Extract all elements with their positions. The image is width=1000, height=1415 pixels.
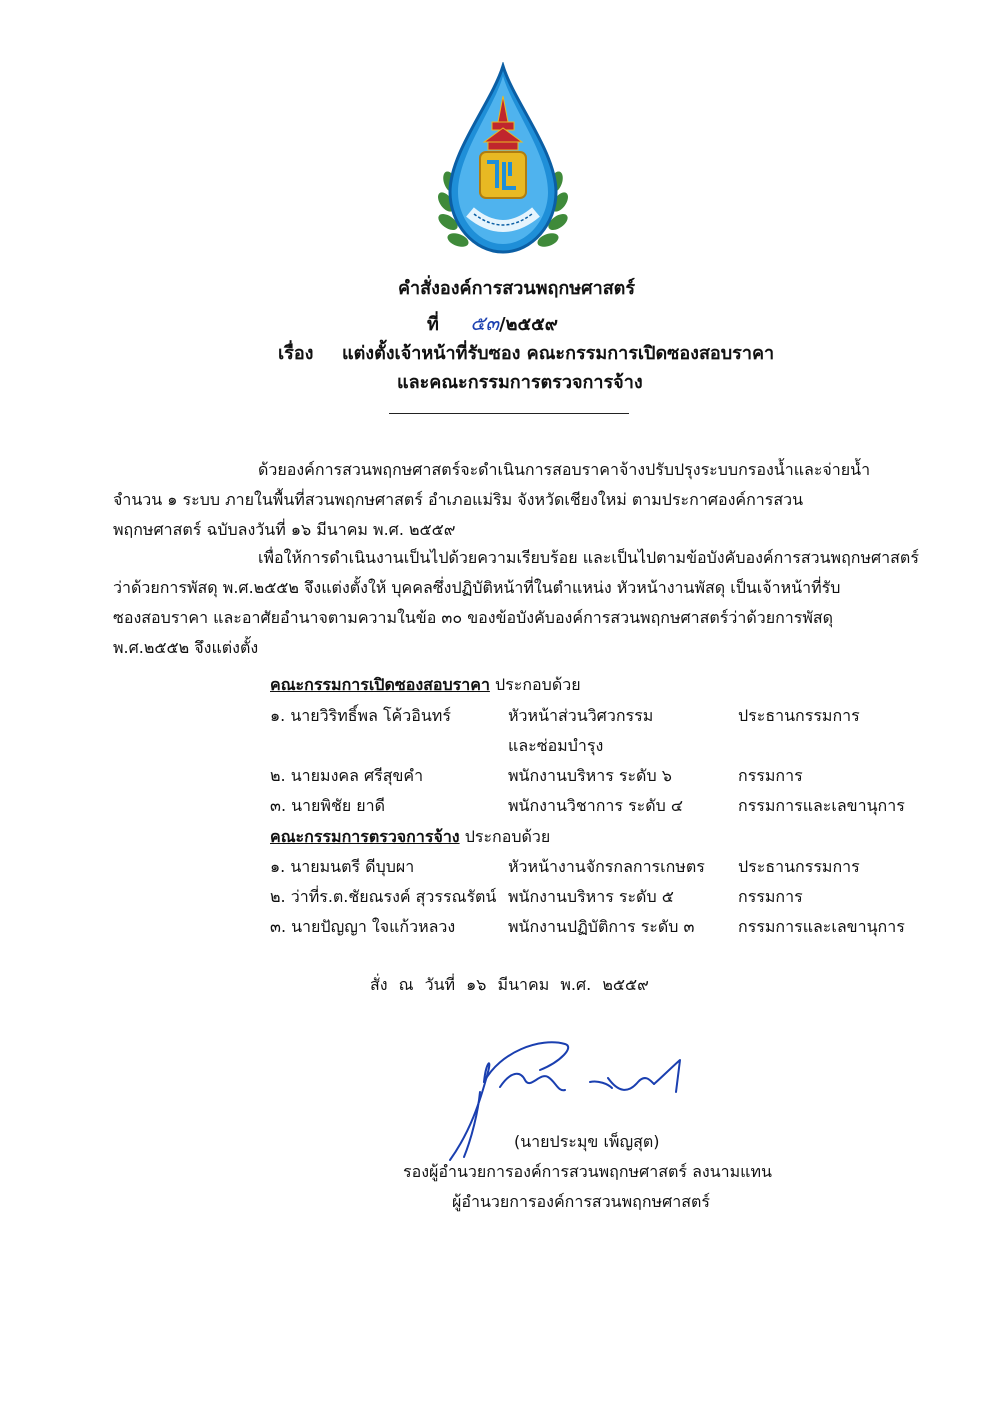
member-name: ๓. นายพิชัย ยาดี [270,796,386,815]
member-role: กรรมการและเลขานุการ [738,796,905,815]
paragraph-line: จำนวน ๑ ระบบ ภายในพื้นที่สวนพฤกษศาสตร์ อำเภอแม่ริม จังหวัดเชียงใหม่ ตามประกาศองค์การสวน [113,490,804,509]
document-title: คำสั่งองค์การสวนพฤกษศาสตร์ [398,278,636,299]
paragraph-2 [113,543,923,663]
committee-suffix: ประกอบด้วย [464,827,551,846]
signatory-name: (นายประมุข เพ็ญสุต) [514,1132,660,1151]
member-position-cont: และซ่อมบำรุง [508,736,604,755]
paragraph-line: พ.ศ.๒๕๕๒ จึงแต่งตั้ง [113,638,259,657]
paragraph-line: ว่าด้วยการพัสดุ พ.ศ.๒๕๕๒ จึงแต่งตั้งให้ บุคคลซึ่งปฏิบัติหน้าที่ในตำแหน่ง หัวหน้างานพัสดุ เป็นเจ้าหน้าที่รับ [113,578,841,597]
member-name: ๒. ว่าที่ร.ต.ชัยณรงค์ สุวรรณรัตน์ [270,887,497,906]
member-name: ๑. นายวิริทธิ์พล โค้วอินทร์ [270,706,451,725]
member-position: หัวหน้างานจักรกลการเกษตร [508,857,705,876]
committee-title: คณะกรรมการเปิดซองสอบราคา [270,675,490,694]
member-name: ๒. นายมงคล ศรีสุขคำ [270,766,424,785]
paragraph-1 [113,455,923,545]
member-position: พนักงานวิชาการ ระดับ ๔ [508,796,684,815]
paragraph-line: ด้วยองค์การสวนพฤกษศาสตร์จะดำเนินการสอบราคาจ้างปรับปรุงระบบกรองน้ำและจ่ายน้ำ [258,460,871,479]
member-role: กรรมการ [738,887,803,906]
number-suffix: /๒๕๕๙ [499,314,558,335]
botanical-garden-emblem-icon [432,62,574,262]
committee-heading-bid-opening [270,673,581,698]
member-position: พนักงานปฏิบัติการ ระดับ ๓ [508,917,695,936]
number-handwritten: ๕๓ [470,311,500,335]
subject-line-1: แต่งตั้งเจ้าหน้าที่รับซอง คณะกรรมการเปิดซองสอบราคา [342,343,775,364]
committee-title: คณะกรรมการตรวจการจ้าง [270,827,460,846]
member-role: กรรมการ [738,766,803,785]
subject-line-2: และคณะกรรมการตรวจการจ้าง [397,372,643,393]
paragraph-line: ซองสอบราคา และอาศัยอำนาจตามความในข้อ ๓๐ ของข้อบังคับองค์การสวนพฤกษศาสตร์ว่าด้วยการพัสดุ [113,608,834,627]
member-name: ๓. นายปัญญา ใจแก้วหลวง [270,917,456,936]
member-role: กรรมการและเลขานุการ [738,917,905,936]
signatory-position-line-1: รองผู้อำนวยการองค์การสวนพฤกษศาสตร์ ลงนามแทน [403,1162,772,1181]
member-role: ประธานกรรมการ [738,857,860,876]
member-position: พนักงานบริหาร ระดับ ๕ [508,887,674,906]
member-role: ประธานกรรมการ [738,706,860,725]
header-divider [389,413,629,414]
member-position: หัวหน้าส่วนวิศวกรรม [508,706,654,725]
committee-heading-inspection [270,825,550,850]
subject-label: เรื่อง [278,343,314,364]
document-number [427,307,558,339]
paragraph-line: พฤกษศาสตร์ ฉบับลงวันที่ ๑๖ มีนาคม พ.ศ. ๒๕๕๙ [113,520,456,539]
committee-suffix: ประกอบด้วย [495,675,581,694]
signatory-position-line-2: ผู้อำนวยการองค์การสวนพฤกษศาสตร์ [452,1192,710,1211]
member-position: พนักงานบริหาร ระดับ ๖ [508,766,672,785]
order-date-line: สั่ง ณ วันที่ ๑๖ มีนาคม พ.ศ. ๒๕๕๙ [370,975,649,994]
number-label: ที่ [427,314,439,335]
paragraph-line: เพื่อให้การดำเนินงานเป็นไปด้วยความเรียบร้อย และเป็นไปตามข้อบังคับองค์การสวนพฤกษศาสตร์ [258,548,919,567]
organization-emblem [432,62,574,262]
member-name: ๑. นายมนตรี ดีบุบผา [270,857,415,876]
